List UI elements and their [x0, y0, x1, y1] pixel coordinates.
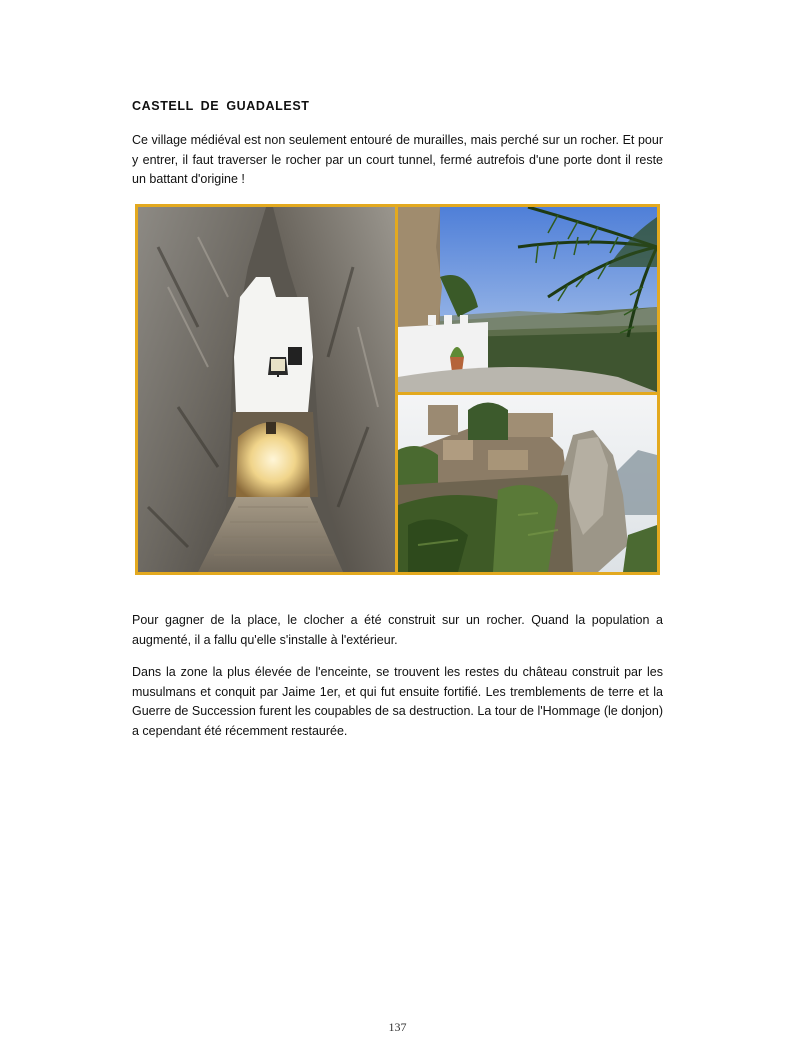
- section-heading: CASTELL DE GUADALEST: [132, 99, 310, 113]
- third-paragraph: Dans la zone la plus élevée de l'enceinte, se trouvent les restes du château construit par les musulmans et conquit par Jaime 1er, et qui fut ensuite fortifié. Les tremblements de terre et la Guerre de Succession furent les coupables de sa destruction. La tour de l'Hommage (le donjon) a cependant été récemment restaurée.: [132, 665, 663, 738]
- photo-collage: [135, 204, 660, 575]
- second-paragraph: Pour gagner de la place, le clocher a été construit sur un rocher. Quand la population a augmenté, il a fallu qu'elle s'installe à l'extérieur.: [132, 613, 663, 647]
- palm-view-photo: [398, 207, 657, 392]
- intro-paragraph: Ce village médiéval est non seulement entouré de murailles, mais perché sur un rocher. Et pour y entrer, il faut traverser le rocher par un court tunnel, fermé autrefois d'une porte dont il reste un battant d'origine !: [132, 133, 663, 186]
- page-number: 137: [388, 1020, 407, 1034]
- rock-tunnel-photo: [138, 207, 395, 572]
- castle-ruins-photo: [398, 395, 657, 572]
